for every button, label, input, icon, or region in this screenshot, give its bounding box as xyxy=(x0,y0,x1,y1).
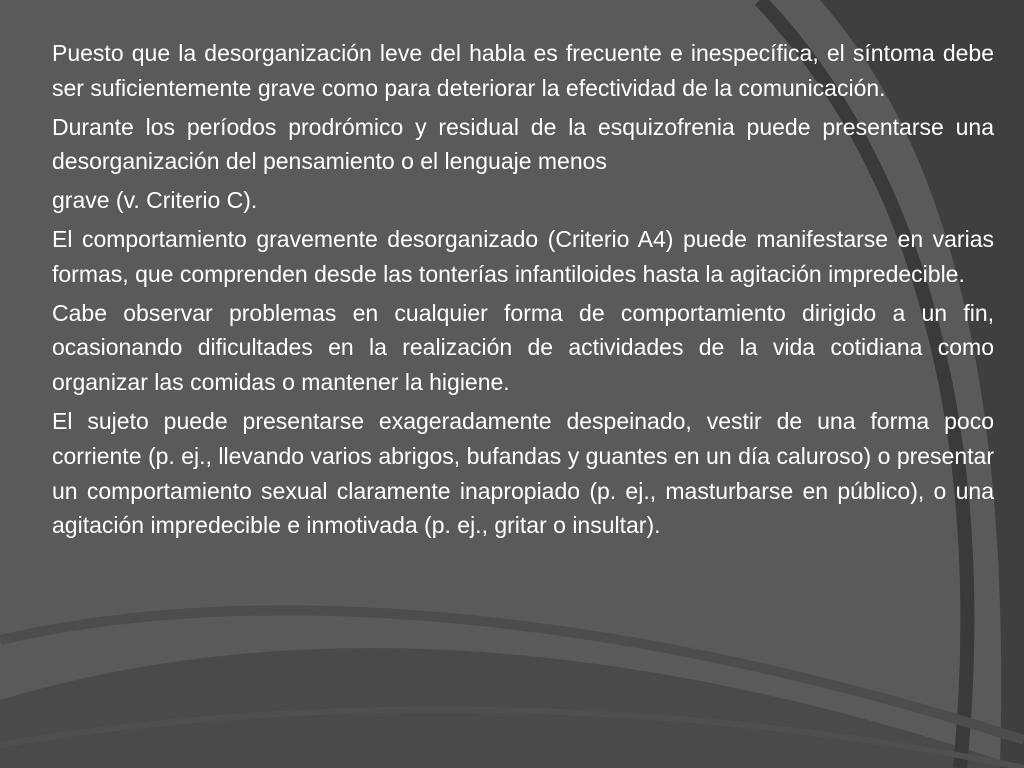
paragraph-prodromal-residual: Durante los períodos prodrómico y residual de la esquizofrenia puede presentarse una desorganización del pensamiento o el lenguaje menos xyxy=(52,113,994,175)
paragraph-criterion-c: grave (v. Criterio C). xyxy=(52,187,258,214)
paragraph-goal-directed-behavior: Cabe observar problemas en cualquier forma de comportamiento dirigido a un fin, ocasionando dificultades en la realización de actividades de la vida cotidiana como organizar las comidas o mantener la higiene. xyxy=(52,299,994,396)
paragraph-subject-presentation: El sujeto puede presentarse exageradamente despeinado, vestir de una forma poco corriente (p. ej., llevando varios abrigos, bufandas y guantes en un día caluroso) o presentar un comportamiento sexual claramente inapropiado (p. ej., masturbarse en público), o una agitación impredecible e inmotivada (p. ej., gritar o insultar). xyxy=(52,407,994,539)
paragraph-disorganized-behavior: El comportamiento gravemente desorganizado (Criterio A4) puede manifestarse en varias formas, que comprenden desde las tonterías infantiloides hasta la agitación impredecible. xyxy=(52,225,994,287)
paragraph-speech-disorganization: Puesto que la desorganización leve del habla es frecuente e inespecífica, el síntoma debe ser suficientemente grave como para deteriorar la efectividad de la comunicación. xyxy=(52,40,994,101)
slide-body xyxy=(52,36,994,543)
